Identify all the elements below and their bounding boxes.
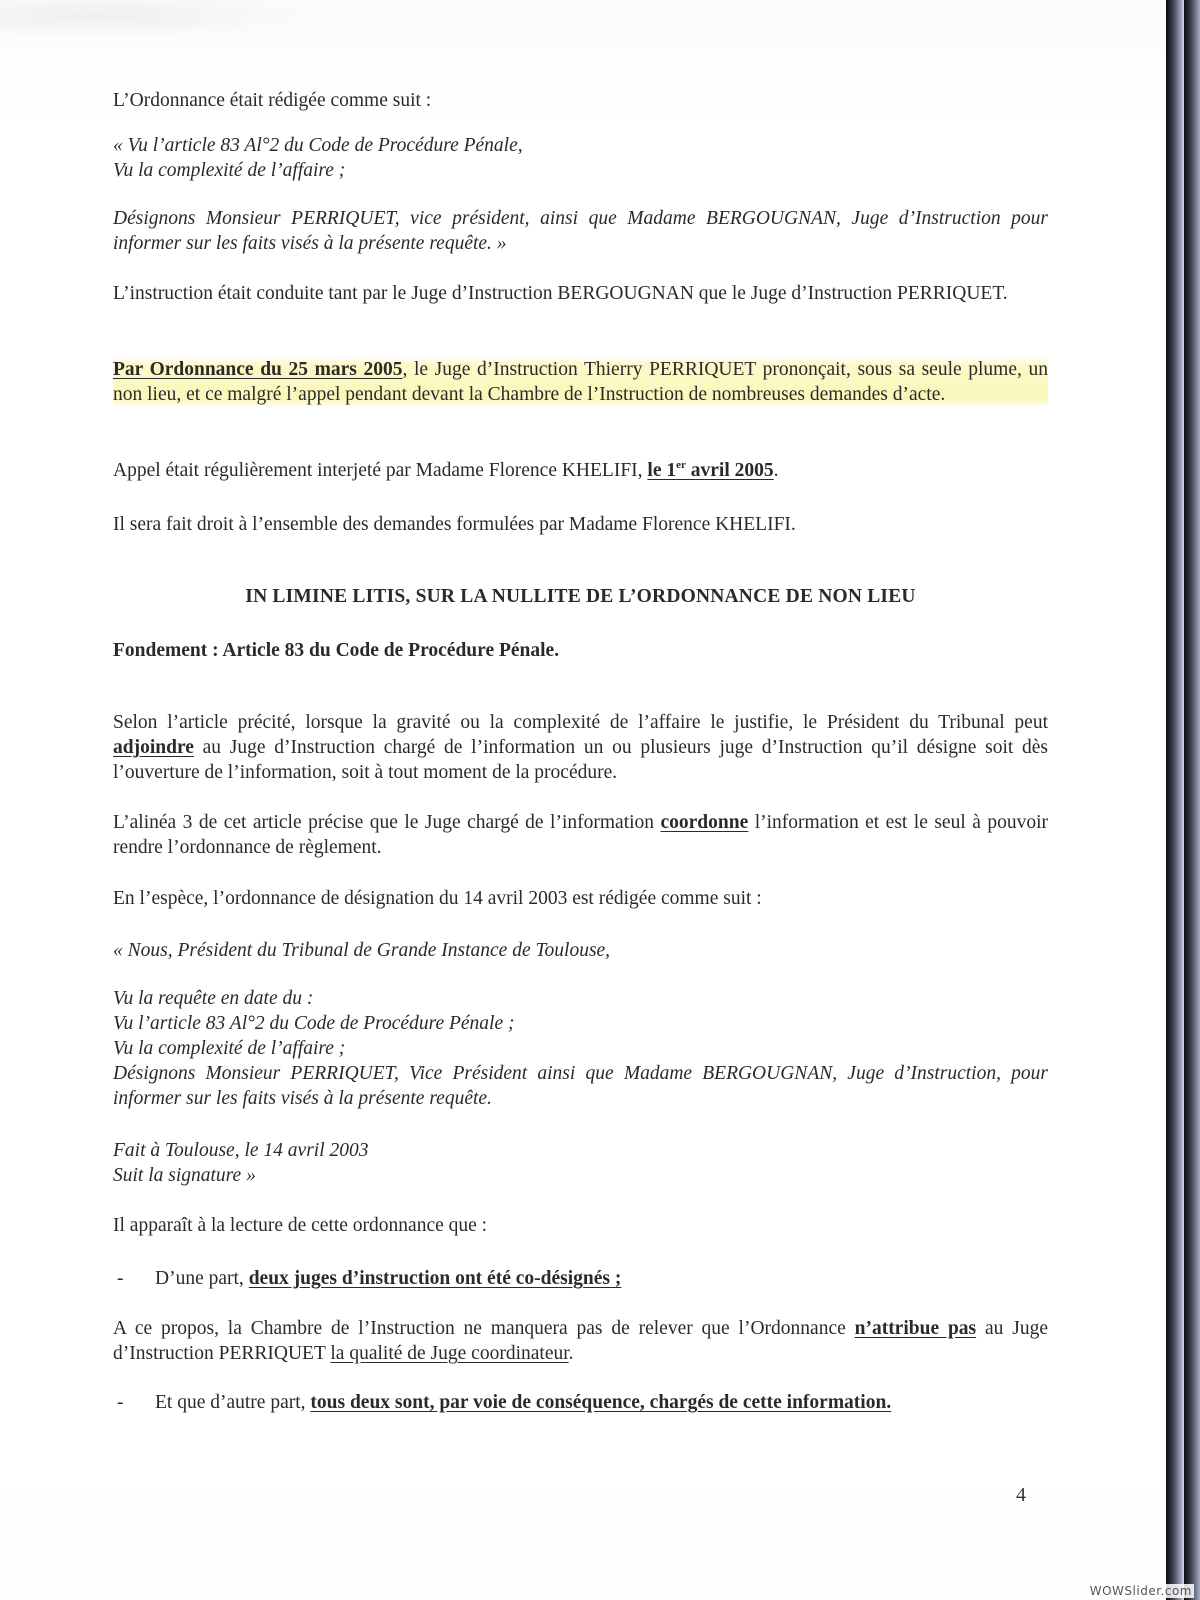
quote-president: « Nous, Président du Tribunal de Grande Instance de Toulouse, — [113, 940, 611, 961]
quote-vu-clauses: Vu la requête en date du : Vu l’article 83 Al°2 du Code de Procédure Pénale ; Vu la complexité de l’affaire ; Désignons Monsieur PERRIQUET, Vice Président ainsi que Madame BERGOUGNAN, Juge d’Instruction, pour informer sur les faits visés à la présente requête. — [113, 988, 1048, 1109]
section-heading: IN LIMINE LITIS, SUR LA NULLITE DE L’ORDONNANCE DE NON LIEU — [245, 586, 916, 607]
paragraph-reading: Il apparaît à la lecture de cette ordonnance que : — [113, 1215, 488, 1236]
edge-bar-left — [1166, 0, 1182, 1600]
highlighted-text: Par Ordonnance du 25 mars 2005, le Juge d’Instruction Thierry PERRIQUET prononçait, sous sa seule plume, un non lieu, et ce malgré l’appel pendant devant la Chambre de l’Instruction de nombreuses demandes d’acte. — [113, 359, 1048, 405]
watermark: WOWSlider.com — [1089, 1584, 1192, 1598]
paragraph-article-83: Selon l’article précité, lorsque la gravité ou la complexité de l’affaire le justifie, le Président du Tribunal peut adjoindre au Juge d’Instruction chargé de l’information un ou plusieurs juge d’Instruction qu’il désigne soit dès l’ouverture de l’information, soit à tout moment de la procédure. — [113, 712, 1048, 783]
bullet-dash-icon: - — [117, 1268, 124, 1289]
paragraph-appeal: Appel était régulièrement interjeté par Madame Florence KHELIFI, le 1er avril 2005. — [113, 459, 779, 481]
paragraph-alinea-3: L’alinéa 3 de cet article précise que le Juge chargé de l’information coordonne l’information et est le seul à pouvoir rendre l’ordonnance de règlement. — [113, 812, 1049, 858]
page-number: 4 — [1016, 1484, 1026, 1506]
page-edge-border — [1166, 0, 1200, 1600]
paragraph-demands: Il sera fait droit à l’ensemble des demandes formulées par Madame Florence KHELIFI. — [113, 514, 796, 535]
bullet-dash-icon: - — [117, 1392, 124, 1413]
appeal-date: le 1er avril 2005 — [647, 459, 774, 481]
bullet-item-1: - D’une part, deux juges d’instruction ont été co-désignés ; — [113, 1266, 1048, 1291]
quote-designation: Désignons Monsieur PERRIQUET, vice président, ainsi que Madame BERGOUGNAN, Juge d’Instruction pour informer sur les faits visés à la présente requête. » — [113, 208, 1048, 254]
edge-bar-right — [1184, 0, 1200, 1600]
bullet-item-2: - Et que d’autre part, tous deux sont, par voie de conséquence, chargés de cette information. — [113, 1390, 1048, 1415]
paragraph-chambre: A ce propos, la Chambre de l’Instruction ne manquera pas de relever que l’Ordonnance n’attribue pas au Juge d’Instruction PERRIQUET la qualité de Juge coordinateur. — [113, 1318, 1048, 1364]
legal-basis: Fondement : Article 83 du Code de Procédure Pénale. — [113, 640, 560, 661]
quote-order-header: « Vu l’article 83 Al°2 du Code de Procédure Pénale, Vu la complexité de l’affaire ; — [113, 135, 523, 181]
quote-signature: Fait à Toulouse, le 14 avril 2003 Suit la signature » — [113, 1140, 369, 1186]
paragraph-intro: L’Ordonnance était rédigée comme suit : — [113, 90, 432, 111]
paragraph-instruction: L’instruction était conduite tant par le Juge d’Instruction BERGOUGNAN que le Juge d’Instruction PERRIQUET. — [113, 283, 1008, 304]
scan-artifact — [0, 0, 320, 40]
paragraph-non-lieu-highlighted — [113, 357, 1048, 407]
paragraph-designation-order: En l’espèce, l’ordonnance de désignation du 14 avril 2003 est rédigée comme suit : — [113, 888, 762, 909]
